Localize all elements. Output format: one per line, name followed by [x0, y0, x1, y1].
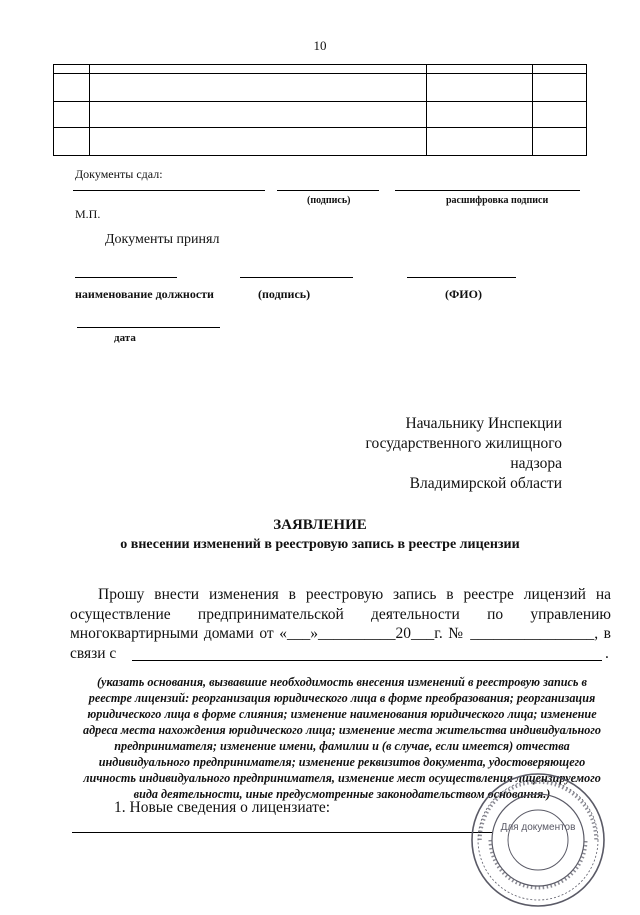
submitter-signature-line	[277, 190, 379, 191]
request-line-1: Прошу внести изменения в реестровую запись в реестре лицензий на	[98, 586, 611, 603]
table-cell	[427, 74, 533, 102]
table-cell	[427, 128, 533, 156]
fio-line	[407, 277, 516, 278]
addressee-line-3: Владимирской области	[409, 475, 562, 492]
section-1-line	[72, 832, 492, 833]
stamp-seal-icon	[468, 770, 608, 910]
date-line	[77, 327, 220, 328]
table-row	[54, 102, 587, 128]
document-title: ЗАЯВЛЕНИЕ	[273, 517, 367, 533]
section-1-heading: 1. Новые сведения о лицензиате:	[114, 799, 331, 816]
submitter-decoding-line	[395, 190, 580, 191]
reason-hint: (указать основания, вызвавшие необходимость внесения изменений в реестровую запись в реестре лицензий: реорганизация юридического лица в форме преобразования; реорганизация юридического лица в форме слияния; изменение наименования юридического лица; изменение адреса места нахождения юридического лица; изменение места жительства индивидуального предпринимателя; изменение имени, фамилии и (в случае, если имеется) отчества индивидуального предпринимателя; изменение реквизитов документа, удостоверяющего личность индивидуального предпринимателя, изменение мест осуществления лицензируемого вида деятельности, иные предусмотренные законодательством основания.)	[83, 675, 601, 801]
signature-caption-2: (подпись)	[258, 287, 311, 301]
submitter-name-line	[73, 190, 265, 191]
decoding-caption: расшифровка подписи	[446, 195, 549, 206]
table-cell	[89, 74, 426, 102]
document-subtitle: о внесении изменений в реестровую запись в реестре лицензии	[120, 537, 520, 552]
top-table	[53, 64, 587, 156]
table-cell	[89, 65, 426, 74]
table-row	[54, 128, 587, 156]
stamp-text-band-bottom	[490, 840, 586, 888]
fio-caption: (ФИО)	[445, 287, 482, 301]
reason-line	[132, 660, 602, 661]
request-line-4-end: .	[605, 644, 609, 662]
addressee-block	[330, 414, 562, 494]
table-cell	[54, 65, 90, 74]
signature-line	[240, 277, 353, 278]
page-number: 10	[313, 38, 327, 53]
date-caption: дата	[114, 332, 136, 344]
table-cell	[427, 102, 533, 128]
submitted-label: Документы сдал:	[75, 167, 163, 181]
stamp-middle-ring	[492, 794, 584, 886]
addressee-line-1: Начальнику Инспекции	[405, 415, 562, 432]
table-cell	[427, 65, 533, 74]
table-cell	[533, 65, 587, 74]
table-cell	[533, 102, 587, 128]
signature-caption: (подпись)	[307, 195, 351, 206]
table-cell	[54, 128, 90, 156]
request-line-4	[70, 644, 611, 664]
stamp-text: Для документов	[500, 822, 576, 833]
table-cell	[89, 102, 426, 128]
accepted-label: Документы принял	[105, 232, 220, 247]
stamp-inner-ring	[508, 810, 568, 870]
request-body	[70, 585, 611, 663]
stamp	[468, 770, 608, 910]
table-cell	[54, 102, 90, 128]
table-row	[54, 74, 587, 102]
table-cell	[533, 74, 587, 102]
table-row	[54, 65, 587, 74]
addressee-line-2: государственного жилищного надзора	[365, 435, 562, 472]
table-cell	[54, 74, 90, 102]
table-cell	[89, 128, 426, 156]
seal-label: М.П.	[75, 207, 101, 221]
position-line	[75, 277, 177, 278]
request-line-2: осуществление предпринимательской деятельности по управлению	[70, 605, 611, 623]
position-caption: наименование должности	[75, 287, 214, 301]
request-line-4-prefix: связи с	[70, 644, 117, 662]
request-line-3: многоквартирными домами от «___»__________20___г. № ________________, в	[70, 625, 611, 642]
table-cell	[533, 128, 587, 156]
